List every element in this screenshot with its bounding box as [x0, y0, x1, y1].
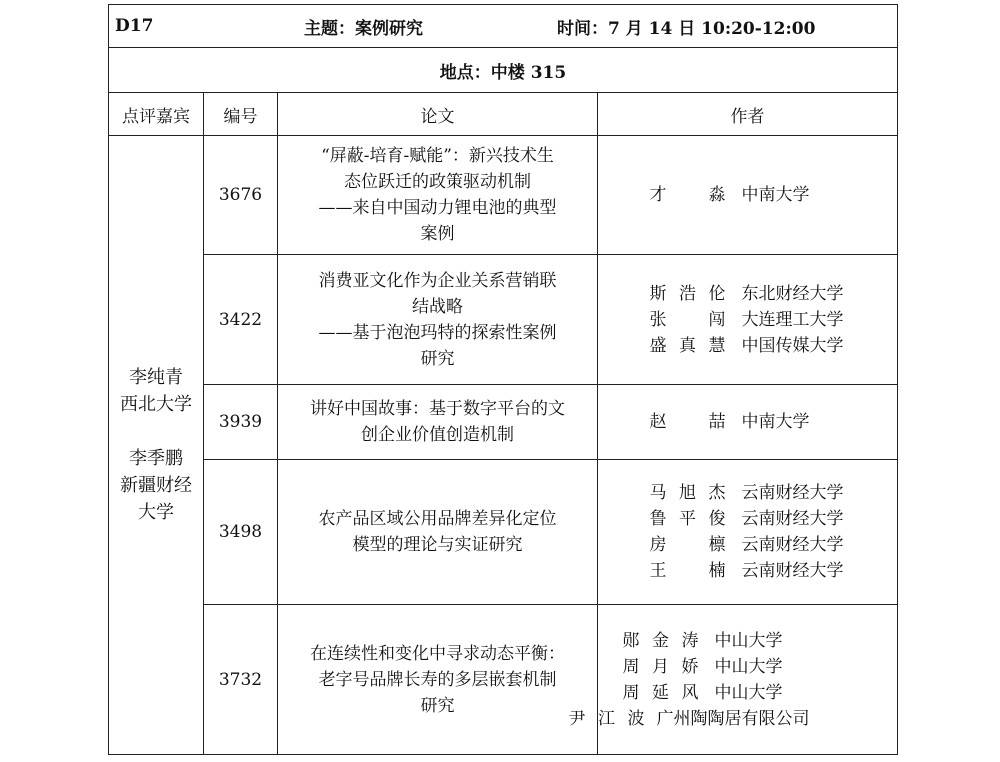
author-affiliation: 中山大学	[714, 656, 783, 677]
author-name: 王 楠	[649, 561, 726, 581]
author-name: 周延风	[622, 682, 699, 703]
author-affiliation: 东北财经大学	[741, 283, 844, 304]
author-name: 斯浩伦	[649, 283, 726, 304]
table-row	[109, 385, 898, 460]
author-affiliation: 云南财经大学	[741, 561, 844, 581]
author-entry	[623, 680, 873, 706]
author-entry	[650, 532, 846, 558]
author-entry	[569, 706, 873, 732]
author-affiliation: 云南财经大学	[741, 509, 844, 529]
author-entry	[650, 333, 846, 359]
author-name: 房 檩	[649, 535, 726, 555]
col-header-id: 编号	[204, 93, 278, 136]
author-name: 鲁平俊	[649, 509, 726, 529]
paper-title: 消费亚文化作为企业关系营销联 结战略 ——基于泡泡玛特的探索性案例 研究	[278, 255, 598, 385]
author-entry	[650, 506, 846, 532]
paper-authors	[568, 605, 898, 755]
paper-authors	[598, 136, 898, 255]
paper-id: 3676	[204, 136, 278, 255]
session-time: 时间：7 月 14 日 10:20-12:00	[557, 18, 816, 39]
author-affiliation: 中南大学	[741, 185, 810, 205]
table-row	[109, 255, 898, 385]
author-affiliation: 云南财经大学	[741, 483, 844, 503]
col-header-authors: 作者	[598, 93, 898, 136]
paper-title: 讲好中国故事：基于数字平台的文 创企业价值创造机制	[278, 385, 598, 460]
author-entry	[650, 558, 846, 584]
paper-title: 农产品区域公用品牌差异化定位 模型的理论与实证研究	[278, 460, 598, 605]
judges-cell	[109, 136, 204, 755]
paper-authors	[598, 255, 898, 385]
author-name: 马旭杰	[649, 483, 726, 503]
paper-title: 在连续性和变化中寻求动态平衡： 老字号品牌长寿的多层嵌套机制 研究	[278, 605, 598, 755]
author-affiliation: 大连理工大学	[741, 309, 844, 330]
session-header-row	[109, 5, 898, 48]
session-table	[108, 4, 898, 755]
paper-title: “屏蔽-培育-赋能”：新兴技术生 态位跃迁的政策驱动机制 ——来自中国动力锂电池的典型 案例	[278, 136, 598, 255]
judge-name: 李季鹏	[129, 448, 183, 469]
location-row	[109, 48, 898, 93]
author-name: 张 闯	[649, 309, 726, 330]
session-code: D17	[115, 16, 154, 36]
paper-id: 3939	[204, 385, 278, 460]
session-topic: 主题：案例研究	[304, 18, 423, 39]
author-entry	[650, 480, 846, 506]
author-name: 周月娇	[622, 656, 699, 677]
paper-id: 3732	[204, 605, 278, 755]
table-row	[109, 460, 898, 605]
judge-affiliation: 大学	[138, 502, 174, 523]
author-affiliation: 中南大学	[741, 412, 810, 432]
author-affiliation: 中山大学	[714, 630, 783, 651]
paper-authors	[598, 385, 898, 460]
author-name: 尹江波	[568, 708, 645, 729]
author-affiliation: 广州陶陶居有限公司	[656, 708, 810, 729]
paper-authors	[598, 460, 898, 605]
judge-affiliation: 西北大学	[120, 394, 192, 415]
author-entry	[623, 654, 873, 680]
author-entry	[650, 182, 846, 208]
judge-affiliation: 新疆财经	[120, 475, 192, 496]
paper-id: 3422	[204, 255, 278, 385]
author-affiliation: 中国传媒大学	[741, 335, 844, 356]
session-location: 地点：中楼 315	[109, 48, 898, 93]
col-header-judges: 点评嘉宾	[109, 93, 204, 136]
author-name: 盛真慧	[649, 335, 726, 356]
author-entry	[650, 409, 846, 435]
author-name: 赵 喆	[649, 412, 726, 432]
author-entry	[650, 281, 846, 307]
col-header-paper: 论文	[278, 93, 598, 136]
author-name: 才 淼	[649, 185, 726, 205]
author-entry	[623, 628, 873, 654]
author-affiliation: 云南财经大学	[741, 535, 844, 555]
table-row	[109, 136, 898, 255]
author-affiliation: 中山大学	[714, 682, 783, 703]
column-header-row	[109, 93, 898, 136]
table-row	[109, 605, 898, 755]
judge-name: 李纯青	[129, 367, 183, 388]
author-entry	[650, 307, 846, 333]
author-name: 郧金涛	[622, 630, 699, 651]
paper-id: 3498	[204, 460, 278, 605]
